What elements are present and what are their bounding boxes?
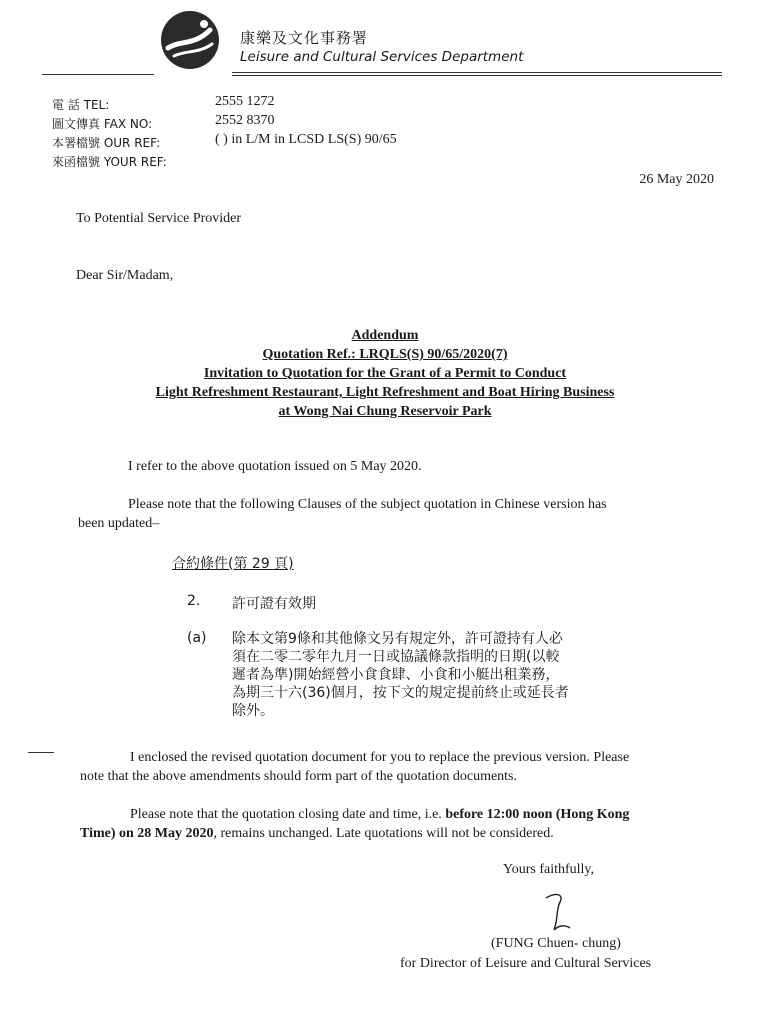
clause-text-line: 為期三十六(36)個月，按下文的規定提前終止或延長者 <box>232 685 569 701</box>
title-location: at Wong Nai Chung Reservoir Park <box>278 404 492 419</box>
clause-text-line: 須在二零二零年九月一日或協議條款指明的日期(以較 <box>232 649 560 665</box>
our-ref-value: ( ) in L/M in LCSD LS(S) 90/65 <box>215 132 397 147</box>
letter-date: 26 May 2020 <box>639 172 714 187</box>
margin-mark <box>28 752 54 753</box>
paragraph-closing-date-line1 <box>130 806 629 823</box>
title-business: Light Refreshment Restaurant, Light Refreshment and Boat Hiring Business <box>155 385 615 400</box>
fax-value: 2552 8370 <box>215 113 275 128</box>
paragraph-reference: I refer to the above quotation issued on 5 May 2020. <box>128 459 422 474</box>
signatory-name: (FUNG Chuen- chung) <box>491 936 621 951</box>
department-name-english: Leisure and Cultural Services Department <box>240 49 524 65</box>
clause-sub-label: (a) <box>187 630 207 646</box>
signatory-title: for Director of Leisure and Cultural Services <box>400 956 652 971</box>
title-quotation-ref: Quotation Ref.: LRQLS(S) 90/65/2020(7) <box>262 347 508 362</box>
paragraph-enclosure-line2: note that the above amendments should form part of the quotation documents. <box>80 769 518 784</box>
clause-text-chinese <box>232 630 652 720</box>
closing-date-text: Please note that the quotation closing date and time, i.e. <box>130 807 446 822</box>
our-ref-label: 本署檔號 OUR REF: <box>52 136 161 150</box>
fax-label: 圖文傳真 FAX NO: <box>52 117 153 131</box>
closing-date-bold-2: Time) on 28 May 2020 <box>80 826 214 841</box>
clause-heading-chinese: 合約條件(第 29 頁) <box>172 556 294 572</box>
header-rule-left <box>42 74 154 75</box>
clause-title-chinese: 許可證有效期 <box>232 596 316 612</box>
complimentary-close: Yours faithfully, <box>503 862 595 877</box>
clause-number: 2. <box>187 593 201 609</box>
title-invitation: Invitation to Quotation for the Grant of a Permit to Conduct <box>203 366 567 381</box>
clause-text-line: 除本文第9條和其他條文另有規定外，許可證持有人必 <box>232 631 563 647</box>
paragraph-update-line1: Please note that the following Clauses of the subject quotation in Chinese version has <box>128 497 607 512</box>
signature <box>540 890 580 935</box>
paragraph-enclosure-line1: I enclosed the revised quotation document for you to replace the previous version. Please <box>130 750 630 765</box>
header-rule-right-lower <box>232 75 722 76</box>
paragraph-update-line2: been updated– <box>78 516 160 531</box>
closing-date-bold: before 12:00 noon (Hong Kong <box>445 807 630 822</box>
salutation: Dear Sir/Madam, <box>76 268 174 283</box>
clause-text-line: 除外。 <box>232 703 274 719</box>
tel-label: 電 話 TEL: <box>52 98 110 112</box>
department-name-chinese: 康樂及文化事務署 <box>240 29 369 47</box>
tel-value: 2555 1272 <box>215 94 275 109</box>
paragraph-closing-date-line2 <box>80 825 554 842</box>
recipient: To Potential Service Provider <box>76 211 242 226</box>
closing-date-text-2: , remains unchanged. Late quotations will not be considered. <box>213 826 554 841</box>
lcsd-logo-icon <box>160 10 220 70</box>
your-ref-label: 來函檔號 YOUR REF: <box>52 155 167 169</box>
header-rule-right <box>232 72 722 73</box>
clause-text-line: 遲者為準)開始經營小食食肆、小食和小艇出租業務， <box>232 667 560 683</box>
title-addendum: Addendum <box>351 328 419 343</box>
